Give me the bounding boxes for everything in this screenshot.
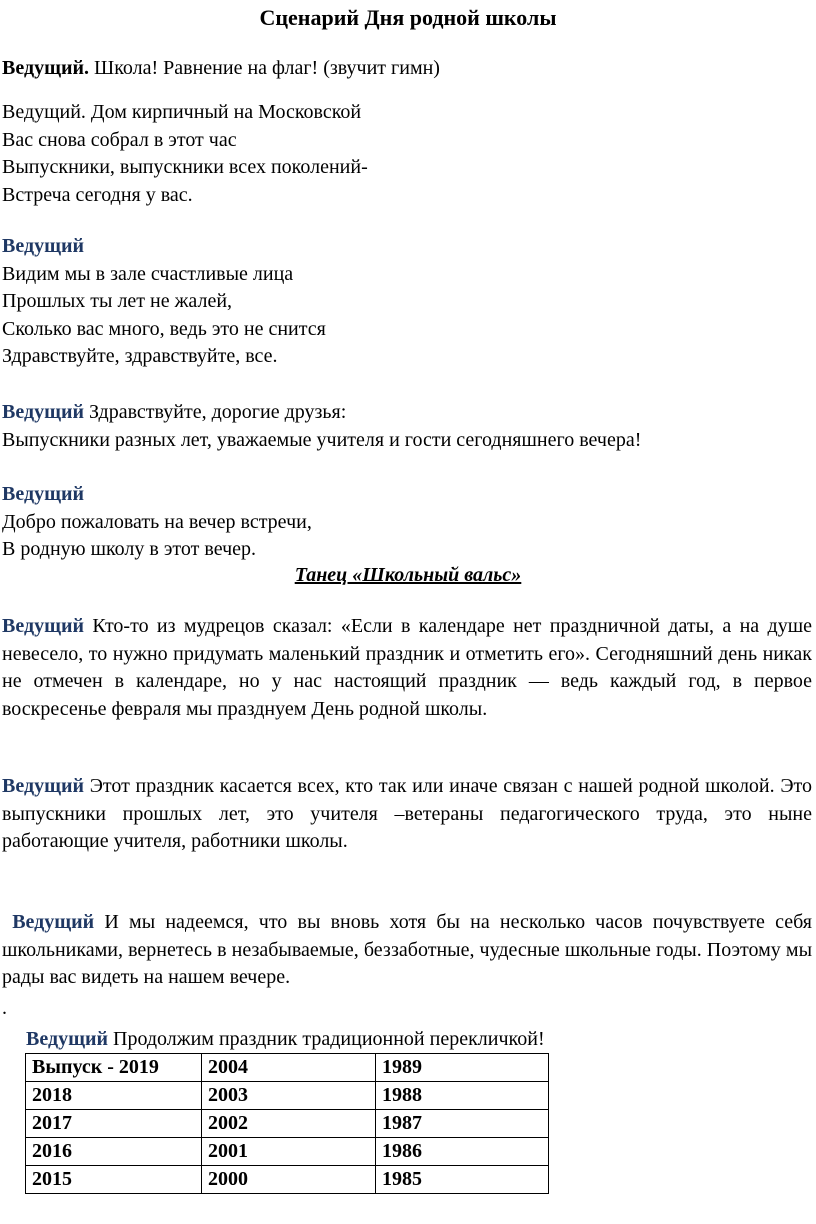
wise-paragraph (2, 613, 812, 723)
table-cell: 1987 (376, 1110, 549, 1138)
table-cell: 2000 (202, 1166, 376, 1194)
greeting-line-2: Выпускники разных лет, уважаемые учителя и гости сегодняшнего вечера! (2, 428, 642, 451)
table-cell: 2015 (26, 1166, 202, 1194)
speaker-label: Ведущий (2, 401, 85, 423)
speaker-label: Ведущий (2, 235, 85, 257)
table-cell: 1988 (376, 1082, 549, 1110)
wise-text: Кто-то из мудрецов сказал: «Если в календаре нет праздничной даты, а на душе невесело, то нужно придумать маленький праздник и отметить его». Сегодняшний день никак не отмечен в календаре, но у нас настоящий праздник — ведь каждый год, в первое воскресенье февраля мы празднуем День родной школы. (2, 615, 812, 720)
holiday-paragraph (2, 773, 812, 856)
stanza-line: Вас снова собрал в этот час (2, 128, 237, 151)
greeting-text: Здравствуйте, дорогие друзья: (84, 401, 347, 423)
table-cell: 1989 (376, 1054, 549, 1082)
speaker-label: Ведущий (2, 483, 85, 505)
table-row (26, 1166, 549, 1194)
table-row (26, 1110, 549, 1138)
intro-text: Школа! Равнение на флаг! (звучит гимн) (89, 57, 440, 79)
table-cell: 2017 (26, 1110, 202, 1138)
stanza-2 (2, 233, 812, 371)
speaker-label: Ведущий (2, 615, 85, 637)
table-cell: 2001 (202, 1138, 376, 1166)
page-title: Сценарий Дня родной школы (259, 5, 557, 30)
stanza-1 (2, 99, 812, 209)
roll-call-line (26, 1025, 545, 1053)
stanza-line: Ведущий. Дом кирпичный на Московской (2, 101, 362, 123)
speaker-label: Ведущий (2, 775, 85, 797)
table-cell: 2004 (202, 1054, 376, 1082)
speaker-label: Ведущий. (2, 57, 90, 79)
speaker-label: Ведущий (26, 1028, 109, 1050)
hope-text: И мы надеемся, что вы вновь хотя бы на несколько часов почувствуете себя школьниками, вернетесь в незабываемые, беззаботные, чудесные школьные годы. Поэтому мы рады вас видеть на нашем вечере. (2, 911, 812, 988)
table-cell: 2018 (26, 1082, 202, 1110)
stanza-3 (2, 481, 812, 564)
table-cell: 2003 (202, 1082, 376, 1110)
hope-paragraph (2, 909, 812, 992)
greeting-paragraph (2, 399, 812, 454)
graduation-years-table (25, 1053, 549, 1194)
table-row (26, 1082, 549, 1110)
table-cell: 2016 (26, 1138, 202, 1166)
table-cell: 1985 (376, 1166, 549, 1194)
table-cell: 2002 (202, 1110, 376, 1138)
roll-call-text: Продолжим праздник традиционной перекличкой! (108, 1028, 545, 1050)
intro-line (2, 55, 812, 83)
stanza-line: Прошлых ты лет не жалей, (2, 290, 233, 312)
speaker-label: Ведущий (12, 911, 95, 933)
dance-heading: Танец «Школьный вальс» (294, 564, 522, 586)
stanza-line: Видим мы в зале счастливые лица (2, 262, 294, 285)
table-row (26, 1054, 549, 1082)
stray-dot: . (2, 997, 7, 1019)
stanza-line: Встреча сегодня у вас. (2, 183, 193, 206)
stanza-line: В родную школу в этот вечер. (2, 538, 257, 560)
holiday-text: Этот праздник касается всех, кто так или иначе связан с нашей родной школой. Это выпускники прошлых лет, это учителя –ветераны педагогического труда, это ныне работающие учителя, работники школы. (2, 775, 812, 852)
stanza-line: Сколько вас много, ведь это не снится (2, 317, 326, 340)
stanza-line: Добро пожаловать на вечер встречи, (2, 510, 312, 533)
table-cell: 1986 (376, 1138, 549, 1166)
stanza-line: Здравствуйте, здравствуйте, все. (2, 345, 278, 367)
table-cell: Выпуск - 2019 (26, 1054, 202, 1082)
table-row (26, 1138, 549, 1166)
stanza-line: Выпускники, выпускники всех поколений- (2, 156, 368, 178)
